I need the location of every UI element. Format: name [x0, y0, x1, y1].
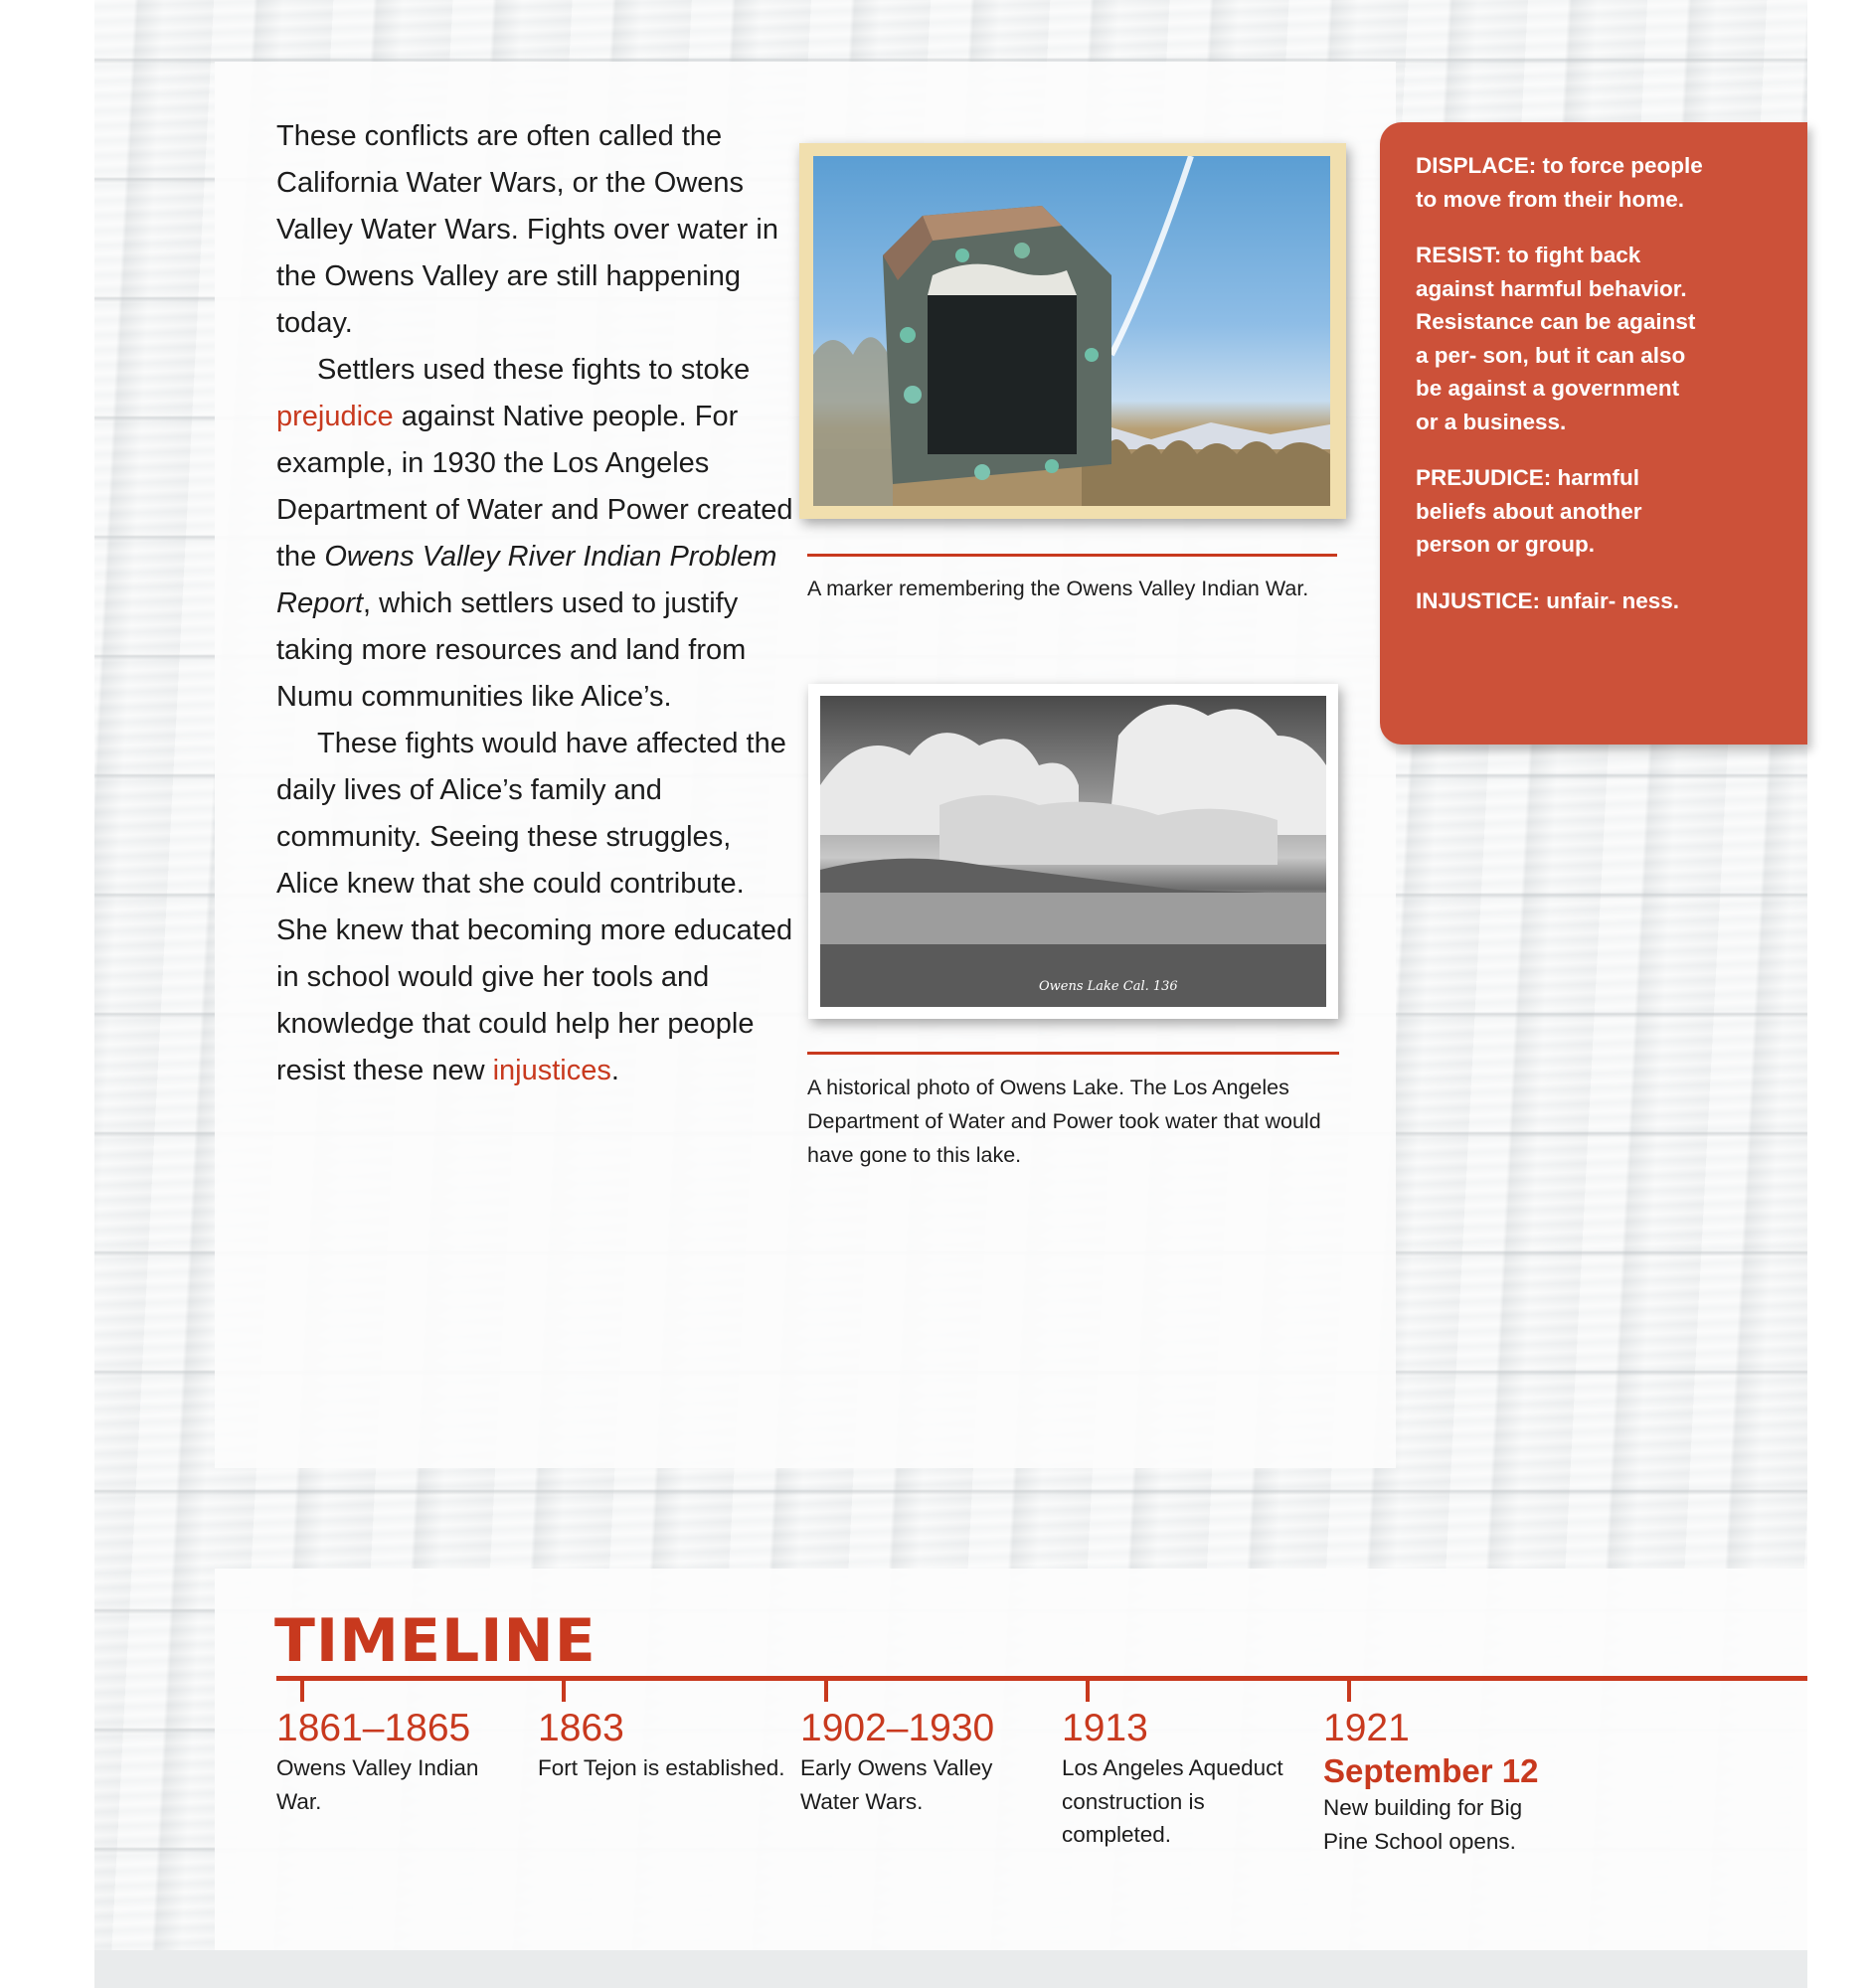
glossary-list: [1416, 149, 1704, 640]
timeline-event: [276, 1706, 525, 1818]
bottom-wood-strip: [94, 1950, 1807, 1988]
timeline-event: [1062, 1706, 1290, 1852]
paragraph-1-text: These conflicts are often called the California Water Wars, or the Owens Valley Water Wars. Fights over water in the Owens Valley are still happening today.: [276, 120, 778, 339]
paragraph-1: [276, 113, 793, 347]
marker-photo: [799, 143, 1346, 519]
timeline-event-text: Fort Tejon is established.: [538, 1755, 785, 1780]
paragraph-3: [276, 721, 793, 1094]
timeline-event-year: 1861–1865: [276, 1707, 471, 1749]
article-text: [276, 113, 793, 1094]
timeline-event: [1323, 1706, 1572, 1858]
timeline-event-year: 1921: [1323, 1707, 1410, 1749]
timeline-event: [538, 1706, 786, 1785]
paragraph-2-text-a: Settlers used these fights to stoke: [317, 354, 751, 386]
paragraph-3-text-b: .: [610, 1055, 619, 1086]
timeline-tick: [824, 1678, 828, 1702]
glossary-resist: RESIST: to fight back against harmful behavior. Resistance can be against a per- son, but it can also be against a government or a business.: [1416, 243, 1696, 434]
paragraph-2-text-c: , which settlers used to justify taking more resources and land from Numu communities like Alice’s.: [276, 587, 747, 713]
paragraph-2-text-b: against Native people. For example, in 1930 the Los Angeles Department of Water and Power created the: [276, 401, 793, 573]
report-title: Owens Valley River Indian Problem Report: [276, 541, 777, 619]
timeline-event-year: 1913: [1062, 1707, 1148, 1749]
timeline-event-text: New building for Big Pine School opens.: [1323, 1795, 1523, 1854]
timeline-tick: [562, 1678, 566, 1702]
photo-inscription: Owens Lake Cal. 136: [1039, 979, 1178, 994]
caption-1: A marker remembering the Owens Valley Indian War.: [807, 577, 1309, 600]
injustices-term-link[interactable]: injustices: [492, 1055, 611, 1086]
owens-lake-photo: [808, 684, 1338, 1019]
timeline-tick: [1086, 1678, 1090, 1702]
glossary-prejudice: PREJUDICE: harmful beliefs about another person or group.: [1416, 465, 1642, 557]
lake-illustration: [820, 696, 1326, 1007]
paragraph-3-text-a: These fights would have affected the daily lives of Alice’s family and community. Seeing these struggles, Alice knew that she could contribute. She knew that becoming more educated in school would give her tools and knowledge that could help her people resist these new: [276, 728, 793, 1086]
timeline-title: TIMELINE: [274, 1606, 596, 1676]
caption-2: A historical photo of Owens Lake. The Los Angeles Department of Water and Power took water that would have gone to this lake.: [807, 1076, 1321, 1167]
owens-lake-photo-image: [820, 696, 1326, 1007]
caption-2-rule: [807, 1052, 1339, 1055]
timeline-event: [800, 1706, 1049, 1818]
marker-illustration: [813, 156, 1330, 506]
timeline-tick: [1347, 1678, 1351, 1702]
timeline-event-text: Early Owens Valley Water Wars.: [800, 1755, 993, 1814]
timeline-axis: [276, 1676, 1807, 1681]
glossary-displace: DISPLACE: to force people to move from their home.: [1416, 153, 1703, 212]
prejudice-term-link[interactable]: prejudice: [276, 401, 394, 432]
paragraph-2: [276, 347, 793, 721]
timeline-tick: [300, 1678, 304, 1702]
marker-photo-image: [813, 156, 1330, 506]
timeline-event-text: Owens Valley Indian War.: [276, 1755, 479, 1814]
timeline-event-year: 1863: [538, 1707, 624, 1749]
timeline-event-year: 1902–1930: [800, 1707, 995, 1749]
glossary-injustice: INJUSTICE: unfair- ness.: [1416, 587, 1680, 613]
timeline-event-date: September 12: [1323, 1752, 1539, 1789]
caption-1-rule: [807, 554, 1337, 557]
timeline-event-text: Los Angeles Aqueduct construction is completed.: [1062, 1755, 1283, 1847]
